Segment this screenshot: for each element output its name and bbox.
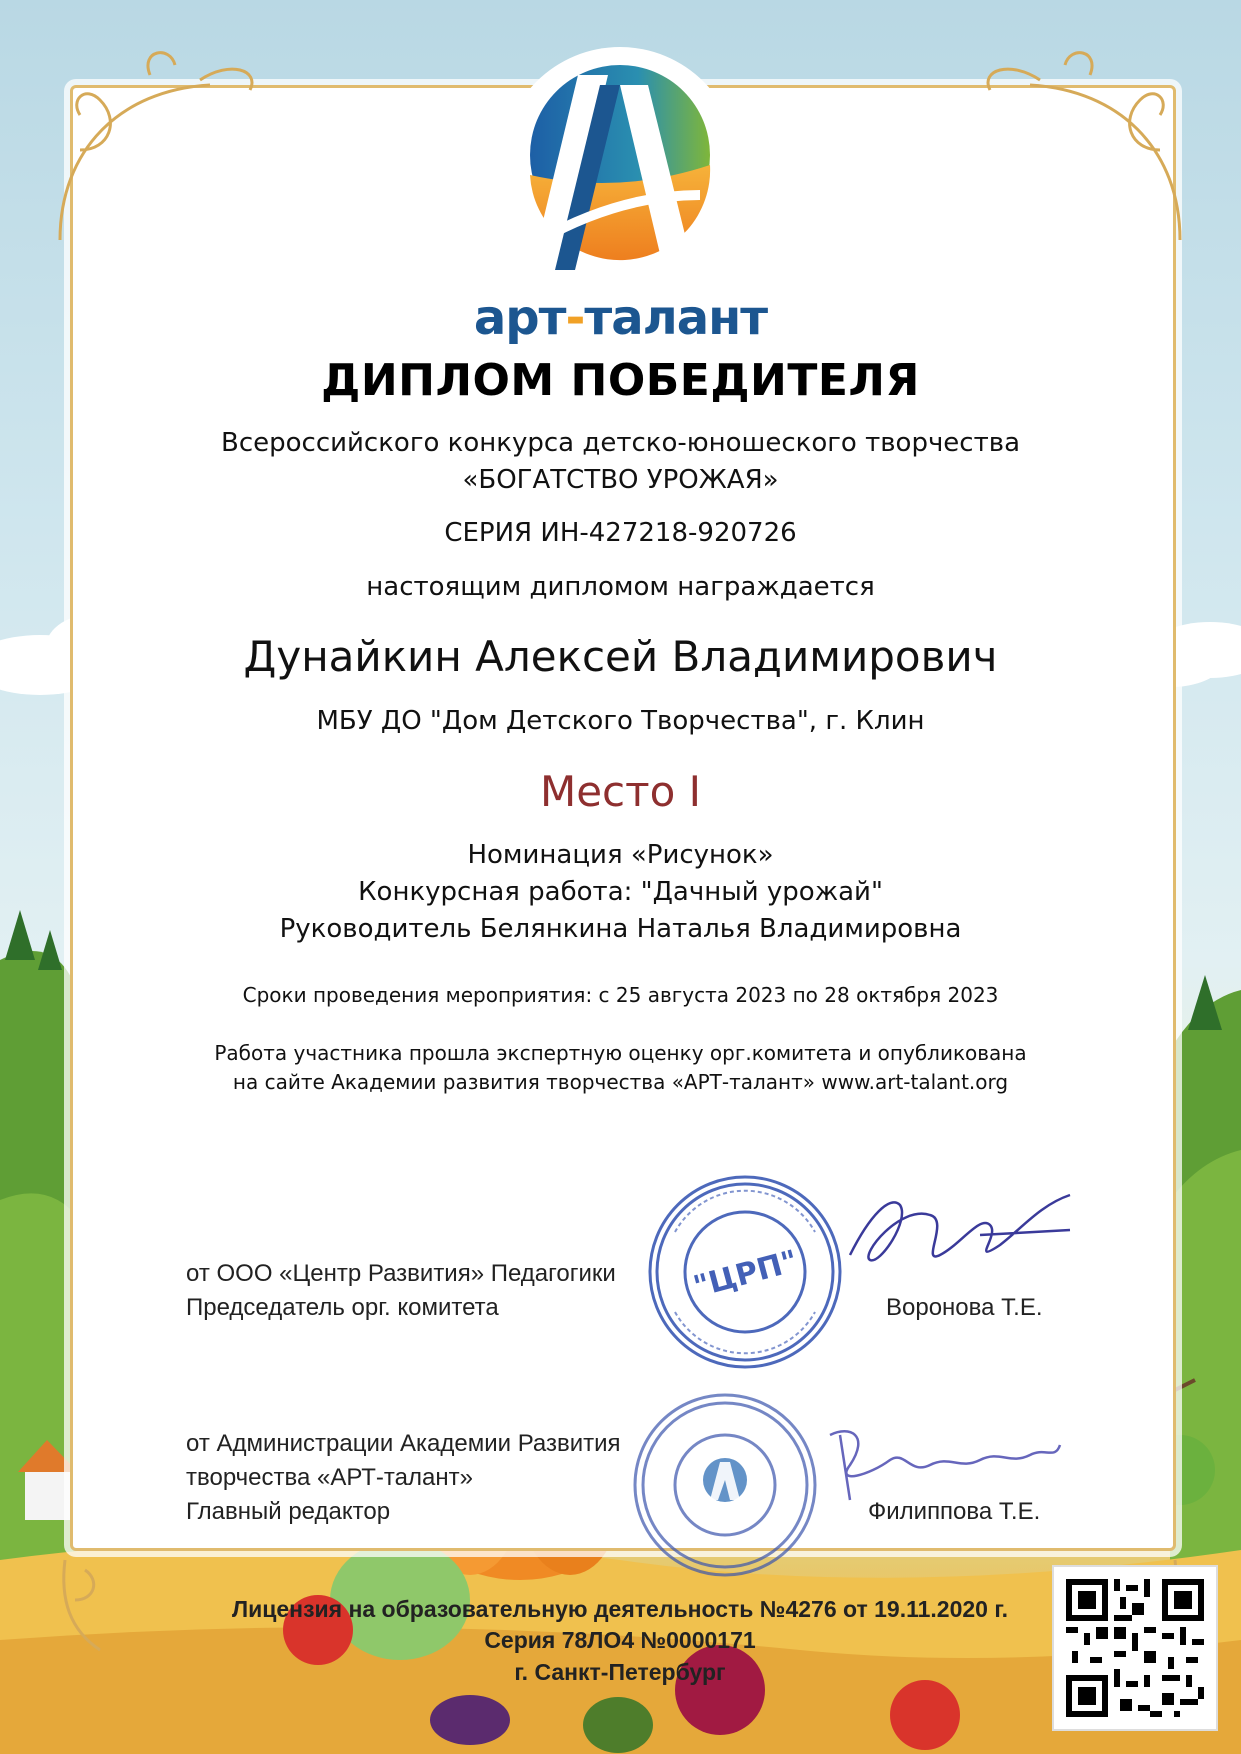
license-line-3: г. Санкт-Петербург [514, 1659, 726, 1685]
brand-suffix: талант [584, 290, 768, 346]
license-line-2: Серия 78ЛО4 №0000171 [484, 1627, 756, 1653]
signature2-line1: от Администрации Академии Развития [186, 1430, 621, 1457]
contest-line-2: «БОГАТСТВО УРОЖАЯ» [462, 465, 779, 495]
art-talant-stamp [630, 1390, 820, 1580]
ornament-top-left [60, 53, 252, 240]
art-talant-logo [500, 45, 740, 285]
series-number: СЕРИЯ ИН-427218-920726 [444, 518, 797, 548]
publication-line-2: на сайте Академии развития творчества «АРТ-талант» www.art-talant.org [232, 1070, 1009, 1094]
place-award: Место I [539, 767, 702, 816]
contest-line-1: Всероссийского конкурса детско-юношеского творчества [220, 428, 1021, 458]
publication-line-1: Работа участника прошла экспертную оценку орг.комитета и опубликована [214, 1041, 1027, 1065]
crp-stamp-text: "ЦРП" [689, 1243, 802, 1306]
event-dates: Сроки проведения мероприятия: с 25 августа 2023 по 28 октября 2023 [242, 983, 999, 1007]
signature1-line1: от ООО «Центр Развития» Педагогики [186, 1260, 616, 1287]
license-line-1: Лицензия на образовательную деятельность №4276 от 19.11.2020 г. [231, 1596, 1009, 1622]
brand-wordmark [0, 290, 1241, 346]
signature1-name: Воронова Т.Е. [886, 1294, 1043, 1321]
qr-code [1052, 1565, 1218, 1731]
competition-work: Конкурсная работа: "Дачный урожай" [358, 877, 883, 907]
crp-stamp [645, 1172, 845, 1372]
awarded-text: настоящим дипломом награждается [366, 572, 875, 602]
signature1-line2: Председатель орг. комитета [186, 1294, 499, 1321]
recipient-organization: МБУ ДО "Дом Детского Творчества", г. Клин [316, 706, 925, 736]
ornament-bottom-left [64, 1560, 100, 1650]
diploma-title: ДИПЛОМ ПОБЕДИТЕЛЯ [321, 355, 920, 406]
supervisor: Руководитель Белянкина Наталья Владимировна [279, 914, 962, 944]
voronova-signature [830, 1175, 1080, 1285]
brand-prefix: арт [473, 290, 566, 346]
nomination: Номинация «Рисунок» [467, 840, 774, 870]
signature2-line3: Главный редактор [186, 1498, 391, 1525]
signature2-name: Филиппова Т.Е. [868, 1498, 1041, 1525]
recipient-name: Дунайкин Алексей Владимирович [243, 632, 998, 681]
brand-dash: - [565, 290, 585, 346]
signature2-line2: творчества «АРТ-талант» [186, 1464, 473, 1491]
ornament-top-right [988, 53, 1180, 240]
